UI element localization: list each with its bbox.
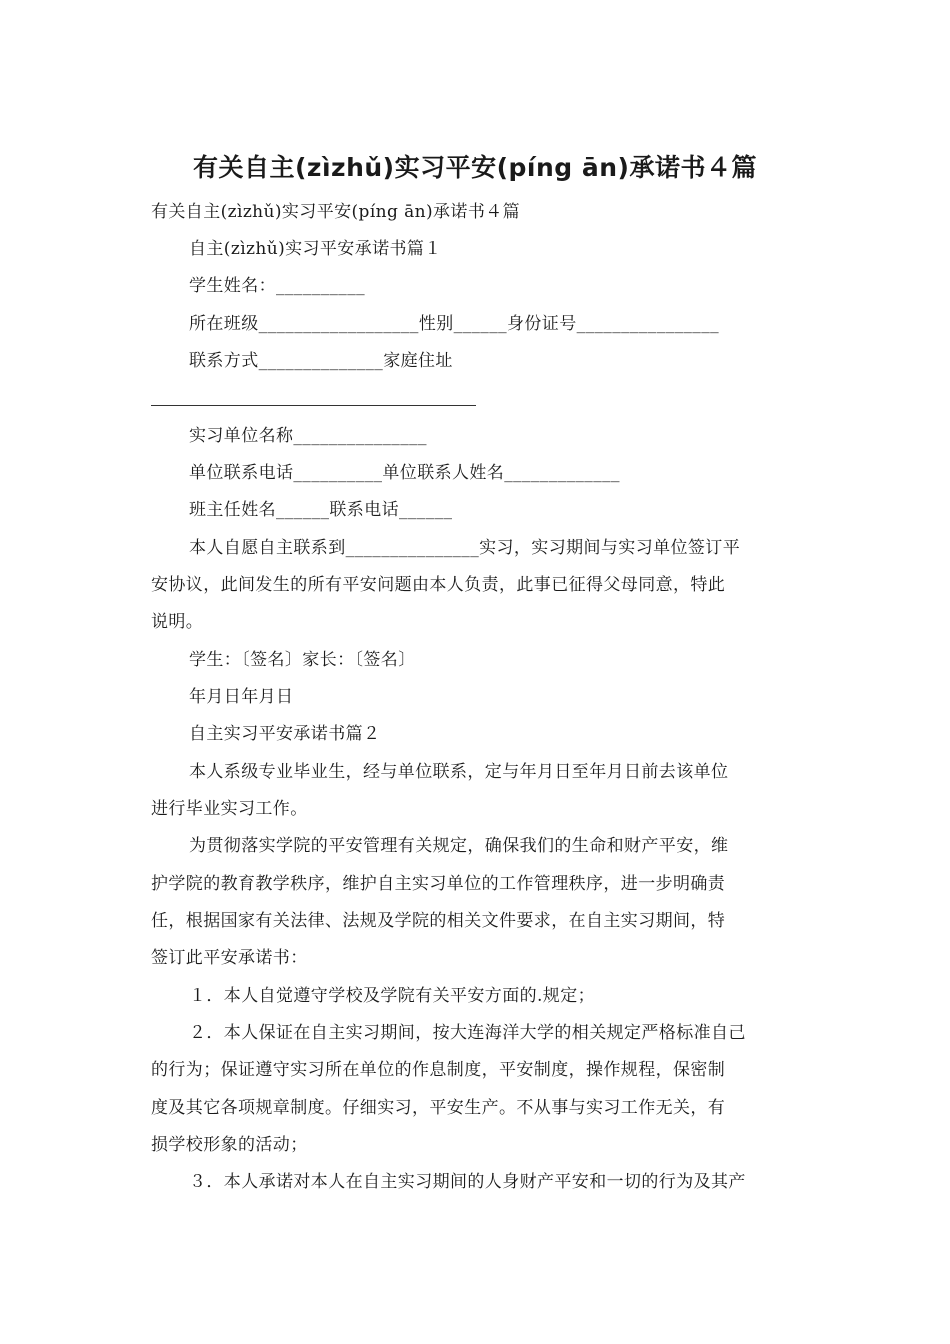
form-contact-address: 联系方式______________家庭住址: [189, 351, 453, 371]
signatures: 学生：〔签名〕家长：〔签名〕: [189, 650, 416, 670]
statement-line: 说明。: [151, 612, 204, 632]
statement-line: 本人自愿自主联系到_______________实习，实习期间与实习单位签订平: [189, 538, 741, 558]
document-subtitle: 有关自主(zìzhǔ)实习平安(píng ān)承诺书４篇: [151, 202, 521, 222]
section2-purpose-line: 签订此平安承诺书：: [151, 948, 308, 968]
clause-2-line: 的行为；保证遵守实习所在单位的作息制度，平安制度，操作规程，保密制: [151, 1060, 726, 1080]
address-blank-line: [151, 405, 476, 406]
form-teacher-phone: 班主任姓名______联系电话______: [189, 500, 453, 520]
clause-3: ３．本人承诺对本人在自主实习期间的人身财产平安和一切的行为及其产: [189, 1172, 746, 1192]
section2-purpose-line: 护学院的教育教学秩序，维护自主实习单位的工作管理秩序，进一步明确责: [151, 874, 726, 894]
form-class-gender-id: 所在班级__________________性别______身份证号________________: [189, 314, 719, 334]
form-student-name: 学生姓名：__________: [189, 276, 365, 296]
clause-2-line: 损学校形象的活动；: [151, 1135, 308, 1155]
section1-heading: 自主(zìzhǔ)实习平安承诺书篇１: [189, 239, 442, 259]
statement-line: 安协议，此间发生的所有平安问题由本人负责，此事已征得父母同意，特此: [151, 575, 726, 595]
clause-2-line: 度及其它各项规章制度。仔细实习，平安生产。不从事与实习工作无关，有: [151, 1098, 726, 1118]
dates: 年月日年月日: [189, 687, 294, 707]
form-unit-phone-contact: 单位联系电话__________单位联系人姓名_____________: [189, 463, 620, 483]
section2-intro-line: 进行毕业实习工作。: [151, 799, 308, 819]
document-title: 有关自主(zìzhǔ)实习平安(píng ān)承诺书４篇: [192, 153, 757, 182]
section2-heading: 自主实习平安承诺书篇２: [189, 724, 381, 744]
section2-purpose-line: 任，根据国家有关法律、法规及学院的相关文件要求，在自主实习期间，特: [151, 911, 726, 931]
clause-2-line: ２．本人保证在自主实习期间，按大连海洋大学的相关规定严格标准自己: [189, 1023, 746, 1043]
clause-1: １．本人自觉遵守学校及学院有关平安方面的.规定；: [189, 986, 596, 1006]
section2-purpose-line: 为贯彻落实学院的平安管理有关规定，确保我们的生命和财产平安，维: [189, 836, 729, 856]
section2-intro-line: 本人系级专业毕业生，经与单位联系，定与年月日至年月日前去该单位: [189, 762, 729, 782]
form-unit-name: 实习单位名称_______________: [189, 426, 427, 446]
